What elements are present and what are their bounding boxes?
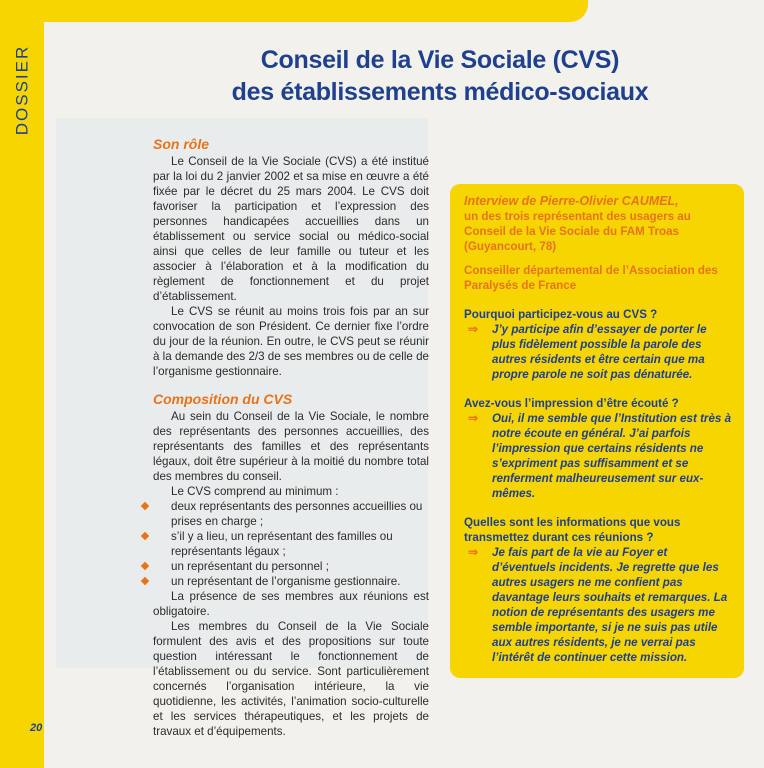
list-item: un représentant de l’organisme gestionnaire.: [153, 574, 429, 589]
page-title: [160, 44, 720, 108]
page-number: 20: [30, 722, 43, 734]
interview-answer: ⇒ Oui, il me semble que l’Institution est très à notre écoute en général. J’ai parfois l’impression que certains résidents ne s’expriment pas suffisamment et se renferment malheureusement sur eux-mêmes.: [468, 411, 732, 500]
interview-box: [450, 184, 744, 678]
list-item: deux représentants des personnes accueillies ou prises en charge ;: [153, 499, 429, 529]
member-list: [153, 499, 429, 589]
top-yellow-band: [0, 0, 588, 22]
interview-question: Quelles sont les informations que vous transmettez durant ces réunions ?: [464, 516, 681, 544]
qa-block: [464, 515, 732, 665]
paragraph: La présence de ses membres aux réunions est obligatoire.: [153, 590, 429, 618]
interview-answer: ⇒ J’y participe afin d’essayer de porter le plus fidèlement possible la parole des autres résidents et être certain que ma propre parole ne soit pas dénaturée.: [468, 322, 707, 381]
arrow-icon: ⇒: [468, 411, 479, 425]
paragraph: Le CVS se réunit au moins trois fois par an sur convocation de son Président. Ce dernier fixe l’ordre du jour de la réunion. En outre, le CVS peut se réunir à la demande des 2/3 de ses membres ou de celle de l’organisme gestionnaire.: [153, 305, 429, 378]
qa-block: [464, 396, 732, 501]
section-heading-composition: Composition du CVS: [153, 391, 293, 407]
interview-subtitle: un des trois représentant des usagers au Conseil de la Vie Sociale du FAM Troas (Guyancourt, 78): [464, 210, 691, 253]
arrow-icon: ⇒: [468, 545, 479, 559]
paragraph: Le Conseil de la Vie Sociale (CVS) a été institué par la loi du 2 janvier 2002 et sa mise en œuvre a été fixée par le décret du 25 mars 2004. Le CVS doit favoriser la participation et l’expression des personnes handicapées accueillies dans un établissement ou service social ou médico-social ainsi que celles de leur famille ou tuteur et les associer à l’élaboration et à la modification du règlement de fonctionnement et du projet d’établissement.: [153, 155, 429, 303]
arrow-icon: ⇒: [468, 322, 479, 336]
section-heading-role: Son rôle: [153, 136, 210, 152]
article-column: [153, 136, 429, 739]
paragraph: Au sein du Conseil de la Vie Sociale, le nombre des représentants des personnes accueillies, des représentants des familles et des représentants légaux, doit être supérieur à la moitié du nombre total des membres du conseil.: [153, 410, 429, 483]
list-intro: Le CVS comprend au minimum :: [171, 485, 339, 498]
interview-question: Pourquoi participez-vous au CVS ?: [464, 308, 658, 321]
interview-question: Avez-vous l’impression d’être écouté ?: [464, 397, 679, 410]
interview-answer: ⇒ Je fais part de la vie au Foyer et d’éventuels incidents. Je regrette que les autres usagers ne me confient pas davantage leurs souhaits et remarques. La notion de représentants des usagers me semble importante, si je ne suis pas utile aux autres résidents, je ne verrai pas l’intérêt de continuer cette mission.: [468, 545, 728, 664]
paragraph: Les membres du Conseil de la Vie Sociale formulent des avis et des propositions sur toute question intéressant le fonctionnement de l’établissement ou du service. Sont particulièrement concernés l’organisation intérieure, la vie quotidienne, les activités, l’animation socio-culturelle et les services thérapeutiques, et les projets de travaux et d’équipements.: [153, 620, 429, 738]
section-tab-label: DOSSIER: [12, 44, 31, 136]
interview-title: Interview de Pierre-Olivier CAUMEL,: [464, 194, 679, 208]
list-item: s’il y a lieu, un représentant des familles ou représentants légaux ;: [153, 529, 429, 559]
qa-block: [464, 307, 732, 382]
list-item: un représentant du personnel ;: [153, 559, 429, 574]
page-title-line-2: des établissements médico-sociaux: [231, 78, 649, 106]
interview-role: Conseiller départemental de l’Association des Paralysés de France: [464, 264, 718, 292]
page-title-line-1: Conseil de la Vie Sociale (CVS): [260, 46, 620, 74]
section-tab: [6, 40, 38, 140]
